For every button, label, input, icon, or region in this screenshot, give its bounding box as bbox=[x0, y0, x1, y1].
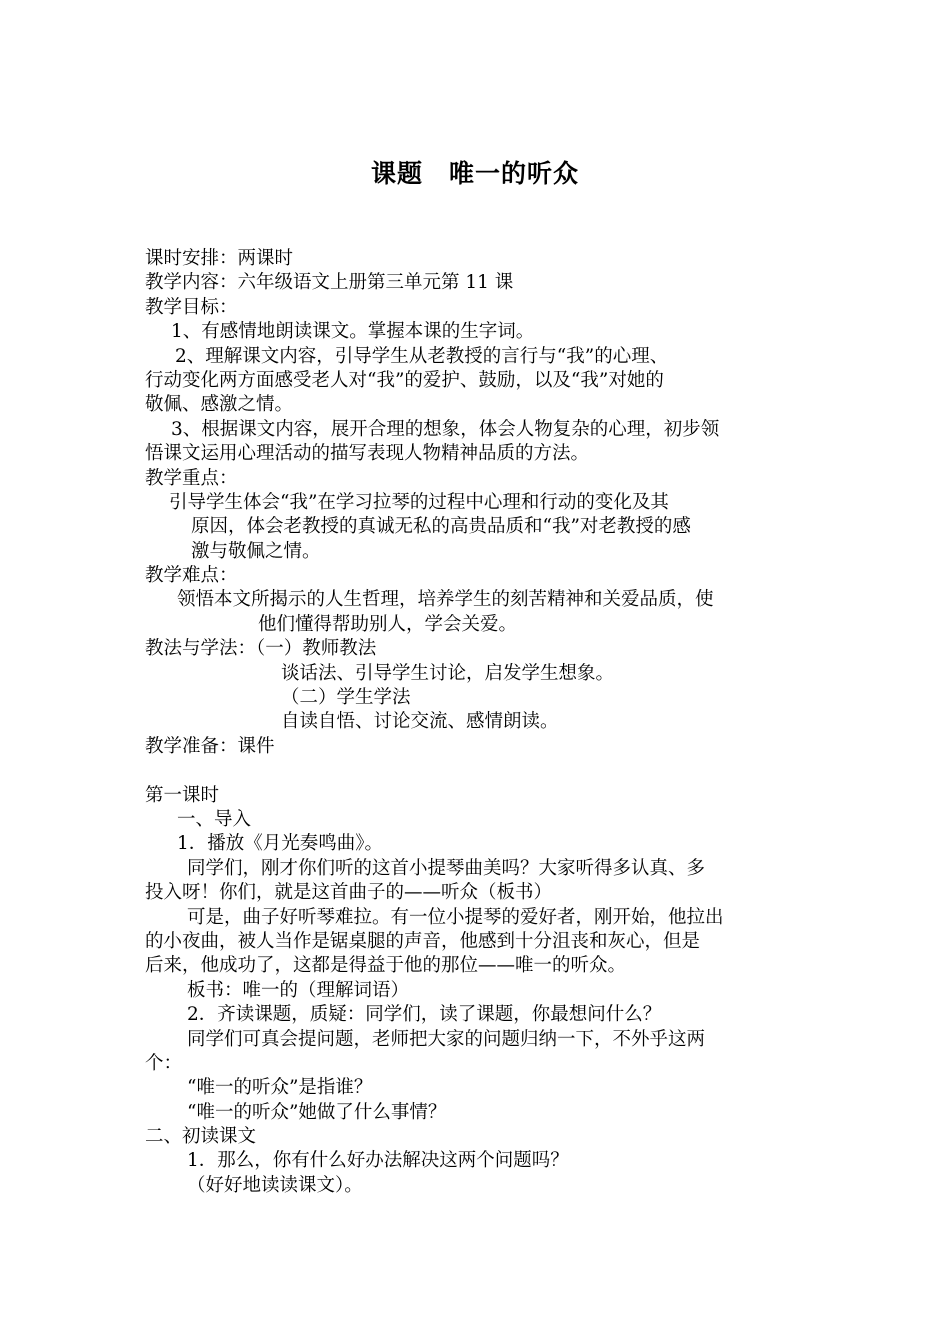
blank-line bbox=[145, 759, 812, 783]
text-line: 1、有感情地朗读课文。掌握本课的生字词。 bbox=[171, 321, 535, 343]
text-line: 2、理解课文内容，引导学生从老教授的言行与“我”的心理、 bbox=[175, 345, 669, 367]
text-line: 一、导入 bbox=[177, 808, 252, 830]
text-line: 二、初读课文 bbox=[145, 1126, 257, 1148]
text-line: 悟课文运用心理活动的描写表现人物精神品质的方法。 bbox=[145, 443, 590, 465]
text-line: 可是，曲子好听琴难拉。有一位小提琴的爱好者，刚开始，他拉出 bbox=[187, 906, 724, 928]
text-line: 1．那么，你有什么好办法解决这两个问题吗？ bbox=[187, 1150, 569, 1172]
text-line: 教学内容：六年级语文上册第三单元第 11 课 bbox=[145, 272, 514, 294]
text-line: 引导学生体会“我”在学习拉琴的过程中心理和行动的变化及其 bbox=[169, 491, 669, 513]
text-line: 行动变化两方面感受老人对“我”的爱护、鼓励，以及“我”对她的 bbox=[145, 369, 664, 391]
text-line: 谈话法、引导学生讨论，启发学生想象。 bbox=[281, 662, 615, 684]
text-line: 原因，体会老教授的真诚无私的高贵品质和“我”对老教授的感 bbox=[191, 516, 691, 538]
text-line: 1．播放《月光奏鸣曲》。 bbox=[177, 833, 384, 855]
text-line: 教学重点： bbox=[145, 467, 238, 489]
text-line: 的小夜曲，被人当作是锯桌腿的声音，他感到十分沮丧和灰心，但是 bbox=[145, 930, 701, 952]
text-line: 教学难点： bbox=[145, 565, 238, 587]
text-line: （二）学生学法 bbox=[281, 687, 411, 709]
text-line: 个： bbox=[145, 1052, 183, 1074]
text-line: 教法与学法：（一）教师教法 bbox=[145, 638, 377, 660]
text-line: 教学准备：课件 bbox=[145, 735, 275, 757]
text-line: 3、根据课文内容，展开合理的想象，体会人物复杂的心理，初步领 bbox=[171, 418, 720, 440]
document-title: 课题 唯一的听众 bbox=[370, 159, 579, 188]
text-line: 自读自悟、讨论交流、感情朗读。 bbox=[281, 711, 559, 733]
text-line: 课时安排：两课时 bbox=[145, 248, 294, 269]
text-line: 同学们，刚才你们听的这首小提琴曲美吗？大家听得多认真、多 bbox=[187, 857, 706, 879]
text-line: 教学目标： bbox=[145, 296, 238, 318]
text-line: 激与敬佩之情。 bbox=[191, 540, 321, 562]
text-line: “唯一的听众”是指谁？ bbox=[187, 1077, 373, 1099]
text-line: 后来，他成功了，这都是得益于他的那位——唯一的听众。 bbox=[145, 955, 627, 977]
text-line: 同学们可真会提问题，老师把大家的问题归纳一下，不外乎这两 bbox=[187, 1028, 706, 1050]
text-line: （好好地读读课文）。 bbox=[187, 1174, 363, 1196]
text-line: 敬佩、感激之情。 bbox=[145, 394, 294, 416]
text-line: 领悟本文所揭示的人生哲理，培养学生的刻苦精神和关爱品质，使 bbox=[177, 589, 714, 611]
text-line: 他们懂得帮助别人，学会关爱。 bbox=[258, 613, 518, 635]
document-body bbox=[145, 247, 812, 1198]
text-line: 板书：唯一的（理解词语） bbox=[187, 979, 410, 1001]
text-line: 第一课时 bbox=[145, 784, 220, 806]
text-line: 2．齐读课题，质疑：同学们，读了课题，你最想问什么？ bbox=[187, 1004, 662, 1026]
text-line: 投入呀！你们，就是这首曲子的——听众（板书） bbox=[145, 882, 553, 904]
text-line: “唯一的听众”她做了什么事情？ bbox=[187, 1101, 447, 1123]
